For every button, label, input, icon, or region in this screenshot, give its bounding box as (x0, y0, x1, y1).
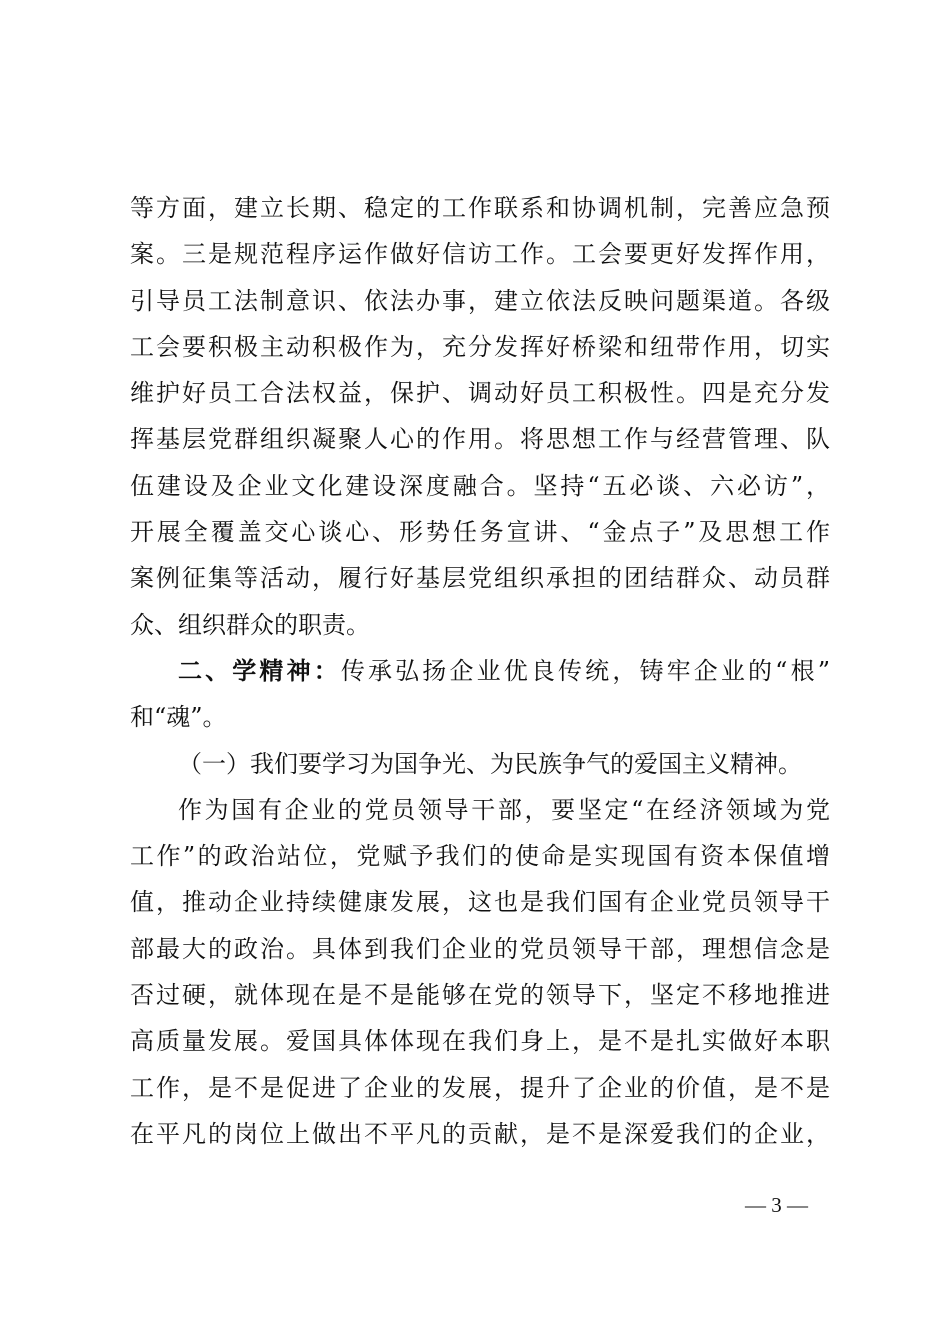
paragraph-1-line: 案。三是规范程序运作做好信访工作。工会要更好发挥作用， (130, 240, 830, 269)
section-heading-continuation: 和“魂”。 (130, 703, 227, 732)
paragraph-1-line: 等方面，建立长期、稳定的工作联系和协调机制，完善应急预 (130, 194, 830, 222)
paragraph-2-line: 否过硬，就体现在是不是能够在党的领导下，坚定不移地推进 (130, 981, 830, 1010)
paragraph-1-line: 工会要积极主动积极作为，充分发挥好桥梁和纽带作用，切实 (130, 332, 830, 361)
paragraph-1-line: 伍建设及企业文化建设深度融合。坚持“五必谈、六必访”， (130, 471, 830, 500)
page-number: — 3 — (745, 1193, 808, 1217)
paragraph-2-line: 在平凡的岗位上做出不平凡的贡献，是不是深爱我们的企业， (130, 1119, 830, 1148)
paragraph-2-line: 值，推动企业持续健康发展，这也是我们国有企业党员领导干 (130, 888, 830, 917)
paragraph-2-line: 高质量发展。爱国具体体现在我们身上，是不是扎实做好本职 (130, 1027, 830, 1056)
paragraph-1-line: 挥基层党群组织凝聚人心的作用。将思想工作与经营管理、队 (130, 425, 830, 454)
paragraph-2-line: 工作，是不是促进了企业的发展，提升了企业的价值，是不是 (130, 1073, 830, 1102)
paragraph-1-line: 引导员工法制意识、依法办事，建立依法反映问题渠道。各级 (130, 286, 830, 315)
paragraph-1-line: 开展全覆盖交心谈心、形势任务宣讲、“金点子”及思想工作 (130, 518, 830, 547)
body-text (130, 185, 830, 1157)
paragraph-1-line: 维护好员工合法权益，保护、调动好员工积极性。四是充分发 (130, 379, 830, 408)
section-heading-text: 传承弘扬企业优良传统，铸牢企业的“根” (340, 656, 831, 685)
paragraph-2-line: 部最大的政治。具体到我们企业的党员领导干部，理想信念是 (130, 934, 830, 963)
section-heading-label: 二、学精神： (178, 655, 341, 685)
section-heading (130, 648, 830, 694)
paragraph-1-line: 案例征集等活动，履行好基层党组织承担的团结群众、动员群 (130, 564, 830, 593)
subheading: （一）我们要学习为国争光、为民族争气的爱国主义精神。 (178, 749, 802, 778)
paragraph-1-line: 众、组织群众的职责。 (130, 610, 370, 639)
paragraph-2-line: 工作”的政治站位，党赋予我们的使命是实现国有资本保值增 (130, 842, 830, 871)
paragraph-2-line: 作为国有企业的党员领导干部，要坚定“在经济领域为党 (178, 795, 830, 824)
